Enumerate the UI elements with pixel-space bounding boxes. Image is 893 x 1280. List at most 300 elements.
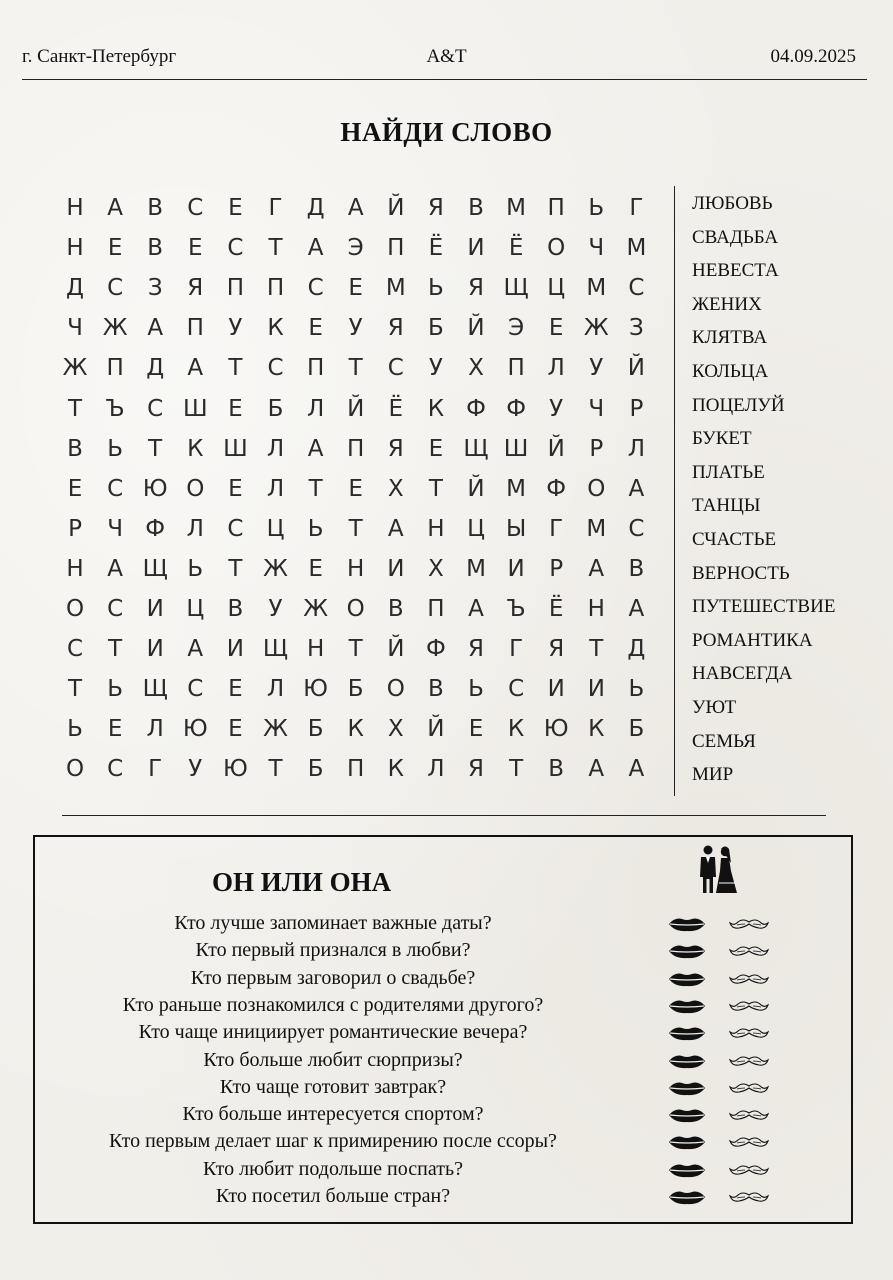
mustache-icon[interactable] — [729, 943, 769, 959]
grid-row — [55, 228, 655, 268]
grid-row — [55, 549, 655, 589]
grid-cell: П — [186, 315, 204, 342]
grid-cell: З — [147, 275, 163, 302]
grid-cell: П — [347, 756, 365, 783]
grid-cell: Ш — [182, 395, 208, 422]
grid-cell: Т — [67, 676, 83, 703]
lips-icon[interactable] — [667, 1080, 707, 1096]
grid-cell: О — [547, 235, 566, 262]
grid-cell: И — [146, 596, 164, 622]
grid-cell: А — [628, 756, 645, 783]
header-divider — [22, 79, 867, 80]
grid-cell: Ю — [142, 475, 168, 502]
word-list-item: ЛЮБОВЬ — [692, 193, 773, 214]
grid-cell: Е — [228, 195, 243, 221]
grid-cell: У — [228, 315, 243, 342]
grid-cell: Е — [348, 475, 363, 502]
word-list-item: СЕМЬЯ — [692, 730, 756, 752]
word-list-item: УЮТ — [692, 697, 737, 718]
quiz-question: Кто чаще готовит завтрак? — [219, 1075, 447, 1098]
grid-cell: Т — [108, 636, 123, 663]
grid-cell: С — [107, 475, 124, 502]
grid-cell: Ж — [263, 555, 288, 582]
grid-cell: Е — [107, 716, 123, 743]
grid-cell: Т — [67, 395, 83, 422]
word-list-item: ПЛАТЬЕ — [692, 461, 765, 483]
grid-cell: Х — [387, 716, 404, 743]
grid-cell: Ы — [505, 515, 527, 542]
word-list-item: КОЛЬЦА — [692, 361, 769, 382]
grid-cell: А — [147, 315, 164, 342]
grid-cell: Б — [267, 395, 284, 422]
grid-cell: Л — [266, 475, 285, 502]
grid-row — [55, 749, 655, 789]
grid-cell: Л — [186, 515, 204, 542]
grid-cell: Л — [266, 435, 285, 462]
grid-cell: Ь — [468, 676, 484, 703]
grid-cell: А — [107, 195, 123, 221]
grid-cell: У — [348, 315, 363, 342]
grid-cell: А — [588, 555, 605, 582]
grid-cell: Н — [66, 555, 84, 582]
grid-cell: И — [507, 555, 525, 582]
grid-cell: Ч — [588, 395, 605, 422]
grid-cell: Щ — [262, 636, 289, 663]
grid-cell: С — [227, 235, 244, 262]
word-list-item: СВАДЬБА — [692, 226, 779, 248]
grid-cell: В — [227, 596, 244, 622]
grid-cell: З — [629, 315, 644, 342]
grid-row — [55, 589, 655, 629]
bride-groom-icon — [696, 843, 738, 895]
grid-cell: Н — [347, 555, 365, 582]
grid-cell: Е — [228, 475, 243, 502]
grid-cell: Ю — [182, 716, 208, 743]
mustache-icon[interactable] — [729, 1189, 769, 1205]
grid-cell: С — [187, 676, 204, 703]
grid-cell: П — [306, 355, 325, 382]
grid-cell: С — [107, 275, 124, 302]
lips-icon[interactable] — [667, 998, 707, 1014]
grid-cell: У — [549, 395, 564, 422]
section-divider — [62, 815, 826, 816]
lips-icon[interactable] — [667, 1162, 707, 1178]
grid-cell: А — [347, 195, 364, 221]
grid-cell: П — [427, 596, 445, 622]
grid-cell: Й — [627, 355, 645, 382]
grid-cell: О — [346, 596, 365, 622]
grid-cell: Б — [307, 756, 324, 783]
grid-cell: Ш — [503, 435, 529, 462]
grid-cell: Н — [66, 235, 84, 262]
grid-cell: Ч — [67, 315, 83, 342]
grid-cell: М — [466, 555, 486, 582]
grid-cell: С — [227, 515, 244, 542]
grid-cell: К — [427, 395, 445, 422]
grid-cell: Т — [348, 515, 363, 542]
grid-cell: К — [347, 716, 364, 743]
grid-cell: Ж — [263, 716, 288, 743]
grid-cell: И — [547, 676, 565, 703]
grid-cell: А — [187, 636, 204, 663]
grid-cell: Е — [107, 235, 123, 262]
grid-cell: Х — [428, 555, 444, 582]
grid-cell: Щ — [463, 435, 489, 462]
grid-cell: Т — [348, 636, 363, 663]
grid-cell: Я — [427, 195, 444, 221]
grid-cell: Т — [509, 756, 524, 783]
grid-cell: Г — [268, 195, 283, 221]
quiz-question: Кто лучше запоминает важные даты? — [174, 912, 492, 934]
grid-cell: Ь — [187, 555, 204, 582]
grid-cell: Й — [467, 315, 485, 342]
word-list-item: НЕВЕСТА — [692, 260, 779, 282]
lips-icon[interactable] — [667, 943, 707, 959]
grid-cell: Л — [146, 716, 164, 743]
word-list-item: РОМАНТИКА — [692, 629, 813, 651]
grid-cell: Э — [347, 235, 364, 262]
grid-cell: К — [588, 716, 605, 743]
grid-cell: Л — [547, 355, 565, 382]
grid-cell: Т — [348, 355, 363, 382]
grid-cell: Ц — [547, 275, 566, 302]
quiz-title: ОН ИЛИ ОНА — [212, 867, 392, 897]
grid-cell: М — [586, 275, 607, 302]
grid-cell: С — [307, 275, 324, 302]
grid-cell: Й — [467, 475, 485, 502]
grid-cell: О — [186, 475, 205, 502]
grid-cell: Я — [468, 275, 484, 302]
grid-cell: Ь — [107, 435, 123, 462]
mustache-icon[interactable] — [729, 1107, 769, 1123]
grid-cell: Р — [68, 515, 82, 542]
grid-cell: Е — [188, 235, 203, 262]
grid-cell: Н — [66, 195, 84, 221]
grid-cell: Э — [508, 315, 525, 342]
grid-cell: Б — [428, 315, 444, 342]
word-list-item: КЛЯТВА — [692, 327, 768, 349]
grid-cell: В — [67, 435, 83, 462]
grid-cell: Б — [347, 676, 364, 703]
word-list-item: ЖЕНИХ — [692, 293, 762, 315]
mustache-icon[interactable] — [729, 1025, 769, 1041]
grid-cell: В — [548, 756, 565, 783]
lips-icon[interactable] — [667, 1053, 707, 1069]
grid-cell: К — [387, 756, 404, 783]
grid-cell: Г — [549, 515, 564, 542]
grid-cell: Е — [67, 475, 83, 502]
grid-cell: А — [307, 435, 324, 462]
grid-cell: Е — [348, 275, 363, 302]
grid-cell: Д — [306, 195, 325, 221]
grid-cell: Я — [387, 315, 404, 342]
grid-cell: П — [106, 355, 124, 382]
quiz-question: Кто посетил больше стран? — [215, 1185, 451, 1207]
grid-cell: Г — [148, 756, 163, 783]
grid-cell: Н — [587, 596, 605, 622]
grid-cell: М — [626, 235, 647, 262]
grid-cell: Т — [148, 435, 163, 462]
mustache-icon[interactable] — [729, 998, 769, 1014]
grid-cell: Г — [509, 636, 524, 663]
grid-cell: И — [587, 676, 605, 703]
grid-cell: П — [387, 235, 405, 262]
grid-cell: Й — [547, 435, 565, 462]
word-list-item: МИР — [692, 764, 734, 786]
grid-cell: У — [589, 355, 604, 382]
grid-row — [55, 389, 655, 429]
grid-cell: Н — [427, 515, 445, 542]
grid-cell: А — [107, 555, 123, 582]
grid-cell: М — [586, 515, 607, 542]
grid-row — [55, 509, 655, 549]
grid-row — [55, 709, 655, 749]
grid-cell: М — [385, 275, 406, 302]
grid-cell: Д — [146, 355, 165, 382]
quiz-question: Кто первым делает шаг к примирению после ссоры? — [109, 1130, 557, 1153]
grid-cell: В — [628, 555, 645, 582]
grid-cell: А — [187, 355, 204, 382]
grid-cell: Ь — [307, 515, 324, 542]
grid-cell: А — [588, 756, 605, 783]
grid-row — [55, 348, 655, 388]
grid-cell: С — [628, 515, 645, 542]
grid-cell: Л — [627, 435, 646, 462]
grid-cell: Е — [468, 716, 484, 743]
grid-cell: Л — [306, 395, 325, 422]
grid-cell: А — [628, 475, 645, 502]
header-date: 04.09.2025 — [770, 46, 856, 67]
quiz-question: Кто больше интересуется спортом? — [182, 1103, 484, 1126]
grid-cell: С — [107, 756, 124, 783]
grid-cell: Ъ — [105, 395, 125, 422]
lips-icon[interactable] — [667, 1107, 707, 1123]
grid-cell: П — [347, 435, 365, 462]
grid-row — [55, 268, 655, 308]
grid-cell: Щ — [142, 676, 168, 703]
grid-cell: В — [428, 676, 444, 703]
grid-cell: Я — [468, 636, 484, 663]
grid-cell: Х — [387, 475, 404, 502]
wordsearch-title: НАЙДИ СЛОВО — [340, 117, 553, 147]
grid-cell: Т — [228, 355, 243, 382]
grid-cell: Е — [228, 676, 243, 703]
grid-cell: А — [628, 596, 645, 622]
grid-cell: Ц — [467, 515, 485, 542]
word-list-item: ВЕРНОСТЬ — [692, 562, 790, 584]
grid-divider — [674, 186, 675, 796]
lips-icon[interactable] — [667, 916, 707, 932]
grid-cell: Е — [228, 716, 243, 743]
mustache-icon[interactable] — [729, 971, 769, 987]
grid-cell: Й — [387, 195, 405, 221]
quiz-question: Кто больше любит сюрпризы? — [203, 1048, 463, 1071]
grid-cell: И — [226, 636, 244, 663]
grid-cell: Ё — [508, 235, 524, 262]
grid-cell: Т — [228, 555, 243, 582]
grid-cell: П — [266, 275, 285, 302]
grid-cell: В — [387, 596, 404, 622]
grid-cell: Е — [308, 555, 323, 582]
grid-cell: Я — [387, 435, 404, 462]
grid-cell: К — [507, 716, 525, 743]
quiz-question: Кто первым заговорил о свадьбе? — [190, 966, 476, 989]
grid-cell: Е — [228, 395, 243, 422]
grid-cell: О — [587, 475, 606, 502]
grid-cell: Р — [629, 395, 644, 422]
grid-cell: И — [387, 555, 405, 582]
grid-cell: А — [468, 596, 484, 622]
grid-cell: Ч — [107, 515, 123, 542]
grid-row — [55, 308, 655, 348]
grid-cell: П — [547, 195, 565, 221]
grid-cell: К — [267, 315, 284, 342]
grid-cell: К — [187, 435, 204, 462]
grid-cell: Ъ — [506, 596, 526, 622]
grid-cell: В — [147, 195, 164, 221]
grid-cell: О — [65, 596, 85, 622]
quiz-question: Кто любит подольше поспать? — [203, 1157, 463, 1180]
grid-cell: Ю — [543, 716, 569, 743]
grid-cell: Ф — [506, 395, 526, 422]
grid-cell: Ё — [428, 235, 444, 262]
grid-cell: Ю — [222, 756, 248, 783]
grid-cell: Й — [427, 716, 445, 743]
header-city: г. Санкт-Петербург — [22, 46, 177, 67]
grid-cell: И — [467, 235, 485, 262]
grid-cell: А — [307, 235, 324, 262]
quiz-question: Кто чаще инициирует романтические вечера? — [138, 1021, 528, 1044]
grid-cell: С — [147, 395, 164, 422]
grid-cell: Е — [428, 435, 444, 462]
grid-cell: Щ — [503, 275, 529, 302]
mustache-icon[interactable] — [729, 1080, 769, 1096]
header-initials: A&T — [426, 46, 467, 67]
grid-cell: Ф — [546, 475, 567, 502]
grid-cell: М — [506, 475, 527, 502]
grid-cell: Ш — [223, 435, 248, 462]
lips-icon[interactable] — [667, 1134, 707, 1150]
grid-cell: Г — [629, 195, 644, 221]
grid-row — [55, 669, 655, 709]
grid-cell: У — [428, 355, 443, 382]
mustache-icon[interactable] — [729, 916, 769, 932]
grid-cell: Р — [589, 435, 604, 462]
grid-cell: У — [188, 756, 203, 783]
lips-icon[interactable] — [667, 1025, 707, 1041]
grid-row — [55, 469, 655, 509]
grid-cell: Б — [307, 716, 324, 743]
grid-cell: Й — [347, 395, 365, 422]
grid-cell: Ж — [62, 355, 88, 382]
grid-cell: Ж — [583, 315, 609, 342]
grid-cell: Р — [549, 555, 564, 582]
grid-cell: М — [506, 195, 527, 221]
grid-cell: У — [268, 596, 283, 622]
grid-cell: Е — [308, 315, 323, 342]
grid-cell: Ь — [107, 676, 123, 703]
grid-cell: О — [65, 756, 85, 783]
grid-cell: Ф — [145, 515, 166, 542]
grid-cell: Ё — [388, 395, 404, 422]
word-list-item: ТАНЦЫ — [692, 495, 761, 517]
grid-cell: Л — [266, 676, 285, 703]
grid-cell: А — [387, 515, 404, 542]
grid-cell: Ж — [303, 596, 328, 622]
grid-cell: П — [507, 355, 525, 382]
quiz-question: Кто первый признался в любви? — [195, 939, 471, 962]
mustache-icon[interactable] — [729, 1134, 769, 1150]
grid-cell: С — [628, 275, 645, 302]
grid-cell: Л — [427, 756, 445, 783]
grid-row — [55, 629, 655, 669]
word-list-item: НАВСЕГДА — [692, 663, 793, 685]
grid-cell: В — [468, 195, 484, 221]
grid-cell: Я — [548, 636, 565, 663]
grid-cell: В — [147, 235, 164, 262]
grid-cell: П — [226, 275, 245, 302]
grid-cell: И — [146, 636, 164, 663]
grid-cell: Х — [468, 355, 484, 382]
mustache-icon[interactable] — [729, 1053, 769, 1069]
grid-cell: С — [107, 596, 124, 622]
grid-cell: Т — [428, 475, 443, 502]
grid-cell: Т — [268, 756, 283, 783]
quiz-question: Кто раньше познакомился с родителями другого? — [122, 993, 544, 1016]
grid-cell: Ц — [266, 515, 285, 542]
grid-row — [55, 429, 655, 469]
grid-cell: С — [267, 355, 284, 382]
word-list-item: СЧАСТЬЕ — [692, 529, 777, 550]
grid-cell: О — [386, 676, 405, 703]
grid-cell: Ь — [628, 676, 645, 703]
grid-cell: С — [187, 195, 204, 221]
grid-cell: Ч — [588, 235, 605, 262]
grid-cell: Ь — [428, 275, 444, 302]
grid-cell: Ф — [425, 636, 446, 663]
grid-cell: Е — [548, 315, 564, 342]
grid-cell: С — [66, 636, 84, 663]
grid-row — [55, 188, 655, 228]
grid-cell: Ж — [102, 315, 128, 342]
grid-cell: Й — [387, 636, 405, 663]
word-list-item: ПОЦЕЛУЙ — [692, 394, 785, 416]
grid-cell: Ю — [303, 676, 329, 703]
word-list-item: БУКЕТ — [692, 428, 752, 450]
grid-cell: Д — [627, 636, 646, 663]
grid-cell: Я — [187, 275, 204, 302]
grid-cell: Т — [268, 235, 283, 262]
mustache-icon[interactable] — [729, 1162, 769, 1178]
lips-icon[interactable] — [667, 971, 707, 987]
grid-cell: Н — [306, 636, 325, 663]
word-list-item: ПУТЕШЕСТВИЕ — [692, 596, 836, 618]
grid-cell: Щ — [142, 555, 168, 582]
grid-cell: Я — [468, 756, 484, 783]
grid-cell: Т — [308, 475, 323, 502]
grid-cell: Ё — [548, 596, 564, 622]
grid-cell: Ь — [588, 195, 605, 221]
grid-cell: С — [508, 676, 525, 703]
grid-cell: Б — [628, 716, 645, 743]
grid-cell: С — [387, 355, 404, 382]
grid-cell: Ф — [466, 395, 486, 422]
grid-cell: Т — [589, 636, 604, 663]
grid-cell: Д — [66, 275, 84, 302]
lips-icon[interactable] — [667, 1189, 707, 1205]
grid-cell: Ь — [67, 716, 83, 743]
grid-cell: Ц — [186, 596, 205, 622]
